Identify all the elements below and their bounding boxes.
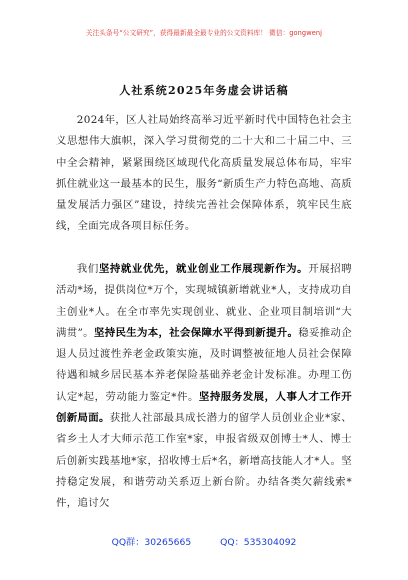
paragraph-2 — [56, 259, 352, 515]
qq-number: QQ：535304092 — [220, 537, 297, 548]
paragraph-1-text: 2024年，区人社局始终高举习近平新时代中国特色社会主义思想伟大旗帜，深入学习贯彻党的二十大和二十届二中、三中全会精神，紧紧围绕区域现代化高质量发展总体布局，牢牢抓住就业这一最基本的民生，服务“新质生产力特色高地、高质量发展活力强区”建设，持续完善社会保障体系，筑牢民生底线，全面完成各项目标任务。 — [56, 114, 352, 233]
p2-heading-employment: 坚持就业优先，就业创业工作展现新作为。 — [98, 263, 309, 275]
p2-talent-text: 获批人社部最具成长潜力的留学人员创业企业*家、省乡土人才大师示范工作室*家，申报省级双创博士*人、博士后创新实践基地*家，招收博士后*名，新增高技能人才*人。坚持稳定发展，和谐劳动关系迈上新台阶。办结各类欠薪线索*件，追讨欠 — [56, 412, 353, 510]
p2-heading-social-security: 坚持民生为本，社会保障水平得到新提升。 — [93, 326, 299, 339]
qq-group-number: QQ群：30265665 — [111, 537, 192, 548]
p2-intro: 我们 — [76, 263, 99, 275]
paragraph-1 — [56, 110, 352, 238]
contact-footer — [0, 534, 408, 548]
document-title: 人社系统2025年务虚会讲话稿 — [119, 84, 289, 97]
p2-social-security-text: 稳妥推动企退人员过渡性养老金政策实施，及时调整被征地人员社会保障待遇和城乡居民基本养老保险基础养老金计发标准。办理工伤认定*起，劳动能力鉴定*件。 — [56, 326, 353, 403]
p2-employment-text: 开展招聘活动*场，提供岗位*万个，实现城镇新增就业*人，支持成功自主创业*人。在全市率先实现创业、就业、企业项目制培训“大满贯”。 — [56, 263, 352, 339]
p2-heading-talent: 坚持服务发展，人事人才工作开创新局面。 — [56, 390, 352, 425]
promo-banner: 关注头条号“公文研究”，获得最新最全最专业的公文资料库！ 微信：gongwenj — [85, 29, 323, 37]
paragraph-2-text — [56, 259, 352, 515]
